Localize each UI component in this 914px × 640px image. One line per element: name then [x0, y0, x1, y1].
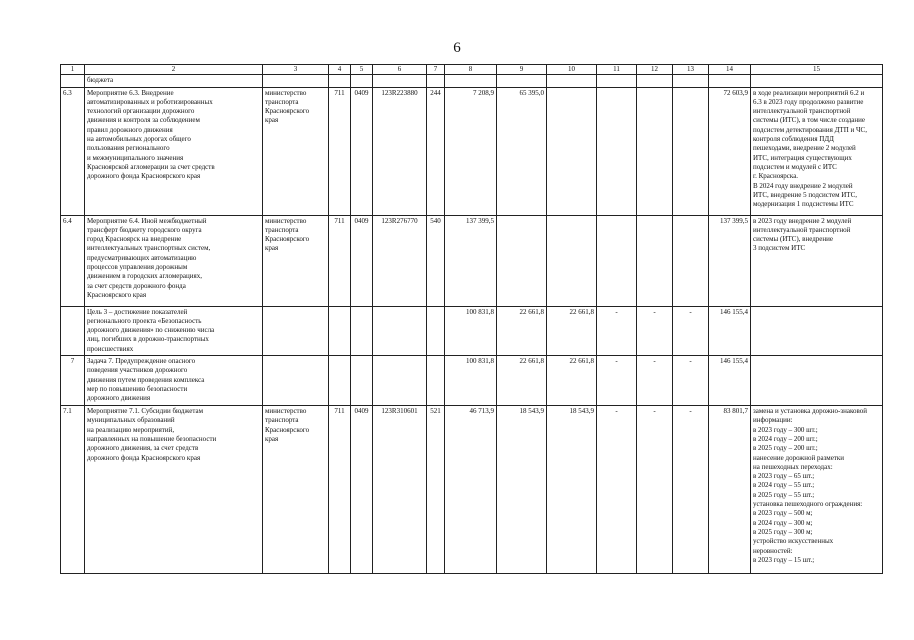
amount-cell: -: [673, 356, 709, 406]
table-row-6-4: [61, 215, 883, 306]
total-cell: 146 155,4: [709, 356, 751, 406]
amount-cell: [637, 87, 673, 215]
row-number-cell: 6.3: [61, 87, 85, 215]
amount-cell: -: [597, 356, 637, 406]
row-number-cell: 7: [61, 356, 85, 406]
rzpr-code-cell: [351, 306, 373, 355]
amount-cell: 137 399,5: [445, 215, 497, 306]
csr-code-cell: [373, 356, 427, 406]
column-number: 13: [673, 65, 709, 75]
amount-cell: [597, 87, 637, 215]
cell: [427, 75, 445, 87]
rzpr-code-cell: 0409: [351, 215, 373, 306]
amount-cell: -: [597, 306, 637, 355]
column-number: 4: [329, 65, 351, 75]
row-number-cell: [61, 75, 85, 87]
cell: [329, 75, 351, 87]
column-number: 15: [751, 65, 883, 75]
amount-cell: 18 543,9: [497, 406, 547, 574]
grbs-code-cell: 711: [329, 87, 351, 215]
amount-cell: 46 713,9: [445, 406, 497, 574]
executor-cell: министерство транспорта Красноярского края: [263, 406, 329, 574]
table-row-6-3: [61, 87, 883, 215]
total-cell: 137 399,5: [709, 215, 751, 306]
amount-cell: -: [673, 406, 709, 574]
column-number: 9: [497, 65, 547, 75]
column-number: 2: [85, 65, 263, 75]
amount-cell: 22 661,8: [547, 356, 597, 406]
row-number-cell: [61, 306, 85, 355]
amount-cell: -: [637, 406, 673, 574]
amount-cell: 22 661,8: [497, 356, 547, 406]
cell: [597, 75, 637, 87]
description-cell: Мероприятие 6.4. Иной межбюджетный трансферт бюджету городского округа город Красноярск на внедрение интеллектуальных транспортных систем, предусматривающих автоматизацию процессов управления дорожным движением в городских агломерациях, за счет средств дорожного фонда Красноярского края: [85, 215, 263, 306]
executor-cell: [263, 306, 329, 355]
executor-cell: [263, 75, 329, 87]
budget-program-table: [60, 64, 883, 574]
cell: [673, 75, 709, 87]
expected-result-cell: [751, 356, 883, 406]
amount-cell: -: [637, 306, 673, 355]
total-cell: 72 603,9: [709, 87, 751, 215]
description-cell: Мероприятие 6.3. Внедрение автоматизированных и роботизированных технологий организации дорожного движения и контроля за соблюдением правил дорожного движения на автомобильных дорогах общего пользования регионального и межмуниципального значения Красноярской агломерации за счет средств дорожного фонда Красноярского края: [85, 87, 263, 215]
amount-cell: [547, 87, 597, 215]
expected-result-cell: в ходе реализации мероприятий 6.2 и 6.3 в 2023 году продолжено развитие интеллектуальной транспортной системы (ИТС), в том числе создание подсистем детектирования ДТП и ЧС, контроля соблюдения ПДД пешеходами, внедрение 2 модулей ИТС, интеграция существующих подсистем и модулей с ИТС г. Красноярска. В 2024 году внедрение 2 модулей ИТС, внедрение 5 подсистем ИТС, модернизация 1 подсистемы ИТС: [751, 87, 883, 215]
csr-code-cell: [373, 306, 427, 355]
cell: [709, 75, 751, 87]
csr-code-cell: 123R223880: [373, 87, 427, 215]
amount-cell: 18 543,9: [547, 406, 597, 574]
grbs-code-cell: 711: [329, 215, 351, 306]
page-number: 6: [453, 40, 461, 56]
expected-result-cell: в 2023 году внедрение 2 модулей интеллектуальной транспортной системы (ИТС), внедрение 3 подсистем ИТС: [751, 215, 883, 306]
cell: [445, 75, 497, 87]
amount-cell: -: [637, 356, 673, 406]
total-cell: 83 801,7: [709, 406, 751, 574]
cell: [637, 75, 673, 87]
description-cell: Задача 7. Предупреждение опасного поведения участников дорожного движения путем проведения комплекса мер по повышению безопасности дорожного движения: [85, 356, 263, 406]
csr-code-cell: 123R310601: [373, 406, 427, 574]
amount-cell: 22 661,8: [497, 306, 547, 355]
column-number: 7: [427, 65, 445, 75]
rzpr-code-cell: 0409: [351, 87, 373, 215]
row-number-cell: 6.4: [61, 215, 85, 306]
table-row-7-1: [61, 406, 883, 574]
grbs-code-cell: [329, 356, 351, 406]
vr-code-cell: [427, 306, 445, 355]
amount-cell: [597, 215, 637, 306]
column-number-row: [61, 65, 883, 75]
cell: [497, 75, 547, 87]
grbs-code-cell: 711: [329, 406, 351, 574]
grbs-code-cell: [329, 306, 351, 355]
table-row-goal-3: [61, 306, 883, 355]
column-number: 11: [597, 65, 637, 75]
description-cell: Цель 3 – достижение показателей регионального проекта «Безопасность дорожного движения» по снижению числа лиц, погибших в дорожно-транспортных происшествиях: [85, 306, 263, 355]
vr-code-cell: 540: [427, 215, 445, 306]
column-number: 12: [637, 65, 673, 75]
expected-result-cell: замена и установка дорожно-знаковой информации: в 2023 году – 300 шт.; в 2024 году – 200 шт.; в 2025 году – 200 шт.; нанесение дорожной разметки на пешеходных переходах: в 2023 году – 65 шт.; в 2024 году – 55 шт.; в 2025 году – 55 шт.; установка пешеходного ограждения: в 2023 году – 500 м; в 2024 году – 300 м; в 2025 году – 300 м; устройство искусственных неровностей: в 2023 году – 15 шт.;: [751, 406, 883, 574]
column-number: 6: [373, 65, 427, 75]
executor-cell: министерство транспорта Красноярского края: [263, 215, 329, 306]
description-cell: Мероприятие 7.1. Субсидии бюджетам муниципальных образований на реализацию мероприятий, направленных на повышение безопасности дорожного движения, за счет средств дорожного фонда Красноярского края: [85, 406, 263, 574]
cell: [351, 75, 373, 87]
rzpr-code-cell: 0409: [351, 406, 373, 574]
description-cell: бюджета: [85, 75, 263, 87]
csr-code-cell: 123R276770: [373, 215, 427, 306]
executor-cell: [263, 356, 329, 406]
rzpr-code-cell: [351, 356, 373, 406]
amount-cell: 65 395,0: [497, 87, 547, 215]
amount-cell: 7 208,9: [445, 87, 497, 215]
amount-cell: -: [673, 306, 709, 355]
cell: [547, 75, 597, 87]
vr-code-cell: 244: [427, 87, 445, 215]
amount-cell: 100 831,8: [445, 306, 497, 355]
cell: [751, 75, 883, 87]
row-number-cell: 7.1: [61, 406, 85, 574]
column-number: 14: [709, 65, 751, 75]
column-number: 5: [351, 65, 373, 75]
amount-cell: [673, 215, 709, 306]
amount-cell: [637, 215, 673, 306]
amount-cell: [673, 87, 709, 215]
amount-cell: [547, 215, 597, 306]
column-number: 3: [263, 65, 329, 75]
total-cell: 146 155,4: [709, 306, 751, 355]
amount-cell: [497, 215, 547, 306]
vr-code-cell: 521: [427, 406, 445, 574]
table-row-7: [61, 356, 883, 406]
amount-cell: 22 661,8: [547, 306, 597, 355]
cell: [373, 75, 427, 87]
expected-result-cell: [751, 306, 883, 355]
table-row-budget-continuation: [61, 75, 883, 87]
amount-cell: -: [597, 406, 637, 574]
column-number: 10: [547, 65, 597, 75]
vr-code-cell: [427, 356, 445, 406]
column-number: 8: [445, 65, 497, 75]
amount-cell: 100 831,8: [445, 356, 497, 406]
executor-cell: министерство транспорта Красноярского края: [263, 87, 329, 215]
column-number: 1: [61, 65, 85, 75]
